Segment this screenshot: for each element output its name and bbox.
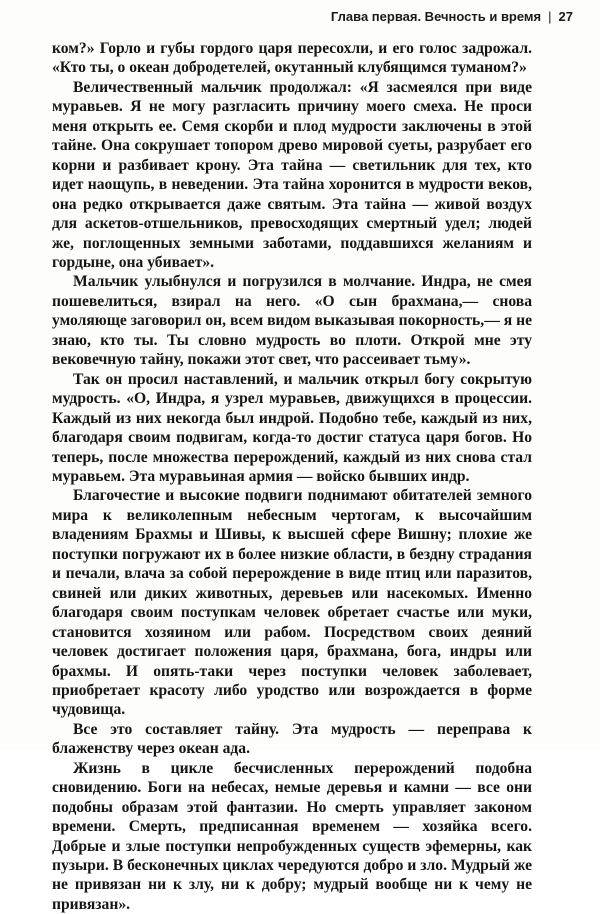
body-text <box>52 39 532 914</box>
paragraph-2: Величественный мальчик продолжал: «Я засмеялся при виде муравьев. Я не могу разгласить причину моего смеха. Не проси меня открыть ее. Семя скорби и плод мудрости заключены в этой тайне. Она сокрушает топором древо мировой суеты, разрубает его корни и разбивает крону. Эта тайна — светильник для тех, кто идет наощупь, в неведении. Эта тайна хоронится в мудрости веков, она редко открывается даже святым. Эта тайна — живой воздух для аскетов-отшельников, превосходящих смертный удел; людей же, поглощенных земными заботами, поддавшихся желаниям и гордыне, она убивает». <box>52 78 532 271</box>
paragraph-1: ком?» Горло и губы гордого царя пересохли, и его голос задрожал. «Кто ты, о океан добродетелей, окутанный клубящимся туманом?» <box>52 40 532 77</box>
page-number: 27 <box>558 9 573 24</box>
paragraph-4: Так он просил наставлений, и мальчик открыл богу сокрытую мудрость. «О, Индра, я узрел муравьев, движущихся в процессии. Каждый из них некогда был индрой. Подобно тебе, каждый из них, благодаря своим подвигам, когда-то достиг статуса царя богов. Но теперь, после множества перерождений, каждый из них снова стал муравьем. Эта муравьиная армия — войско бывших индр. <box>52 370 532 485</box>
paragraph-6: Все это составляет тайну. Эта мудрость — переправа к блаженству через океан ада. <box>52 720 532 758</box>
paragraph-5: Благочестие и высокие подвиги поднимают обитателей земного мира к великолепным небесным чертогам, к высочайшим владениям Брахмы и Шивы, к высшей сфере Вишну; плохие же поступки погружают их в более низкие области, в бездну страдания и печали, влача за собой перерождение в виде птиц или паразитов, свиней или диких животных, деревьев или насекомых. Именно благодаря своим поступкам человек обретает счастье или муки, становится хозяином или рабом. Посредством своих деяний человек достигает положения царя, брахмана, бога, индры или брахмы. И опять-таки через поступки человек заболевает, приобретает красоту либо уродство или возрождается в форме чудовища. <box>52 487 532 719</box>
running-header <box>331 9 573 24</box>
paragraph-3: Мальчик улыбнулся и погрузился в молчание. Индра, не смея пошевелиться, взирал на него. «О сын брахмана,— снова умоляюще заговорил он, всем видом выказывая покорность,— я не знаю, кто ты. Ты словно мудрость во плоти. Открой мне эту вековечную тайну, покажи этот свет, что рассеивает тьму». <box>52 273 532 369</box>
paragraph-7: Жизнь в цикле бесчисленных перерождений подобна сновидению. Боги на небесах, немые деревья и камни — все они подобны образам этой фантазии. Но смерть управляет законом времени. Смерть, предписанная временем — хозяйка всего. Добрые и злые поступки непробужденных существ эфемерны, как пузыри. В бесконечных циклах чередуются добро и зло. Мудрый же не привязан ни к злу, ни к добру; мудрый вообще ни к чему не привязан». <box>52 759 532 913</box>
header-separator: | <box>548 9 552 24</box>
chapter-title: Глава первая. Вечность и время <box>330 9 542 24</box>
